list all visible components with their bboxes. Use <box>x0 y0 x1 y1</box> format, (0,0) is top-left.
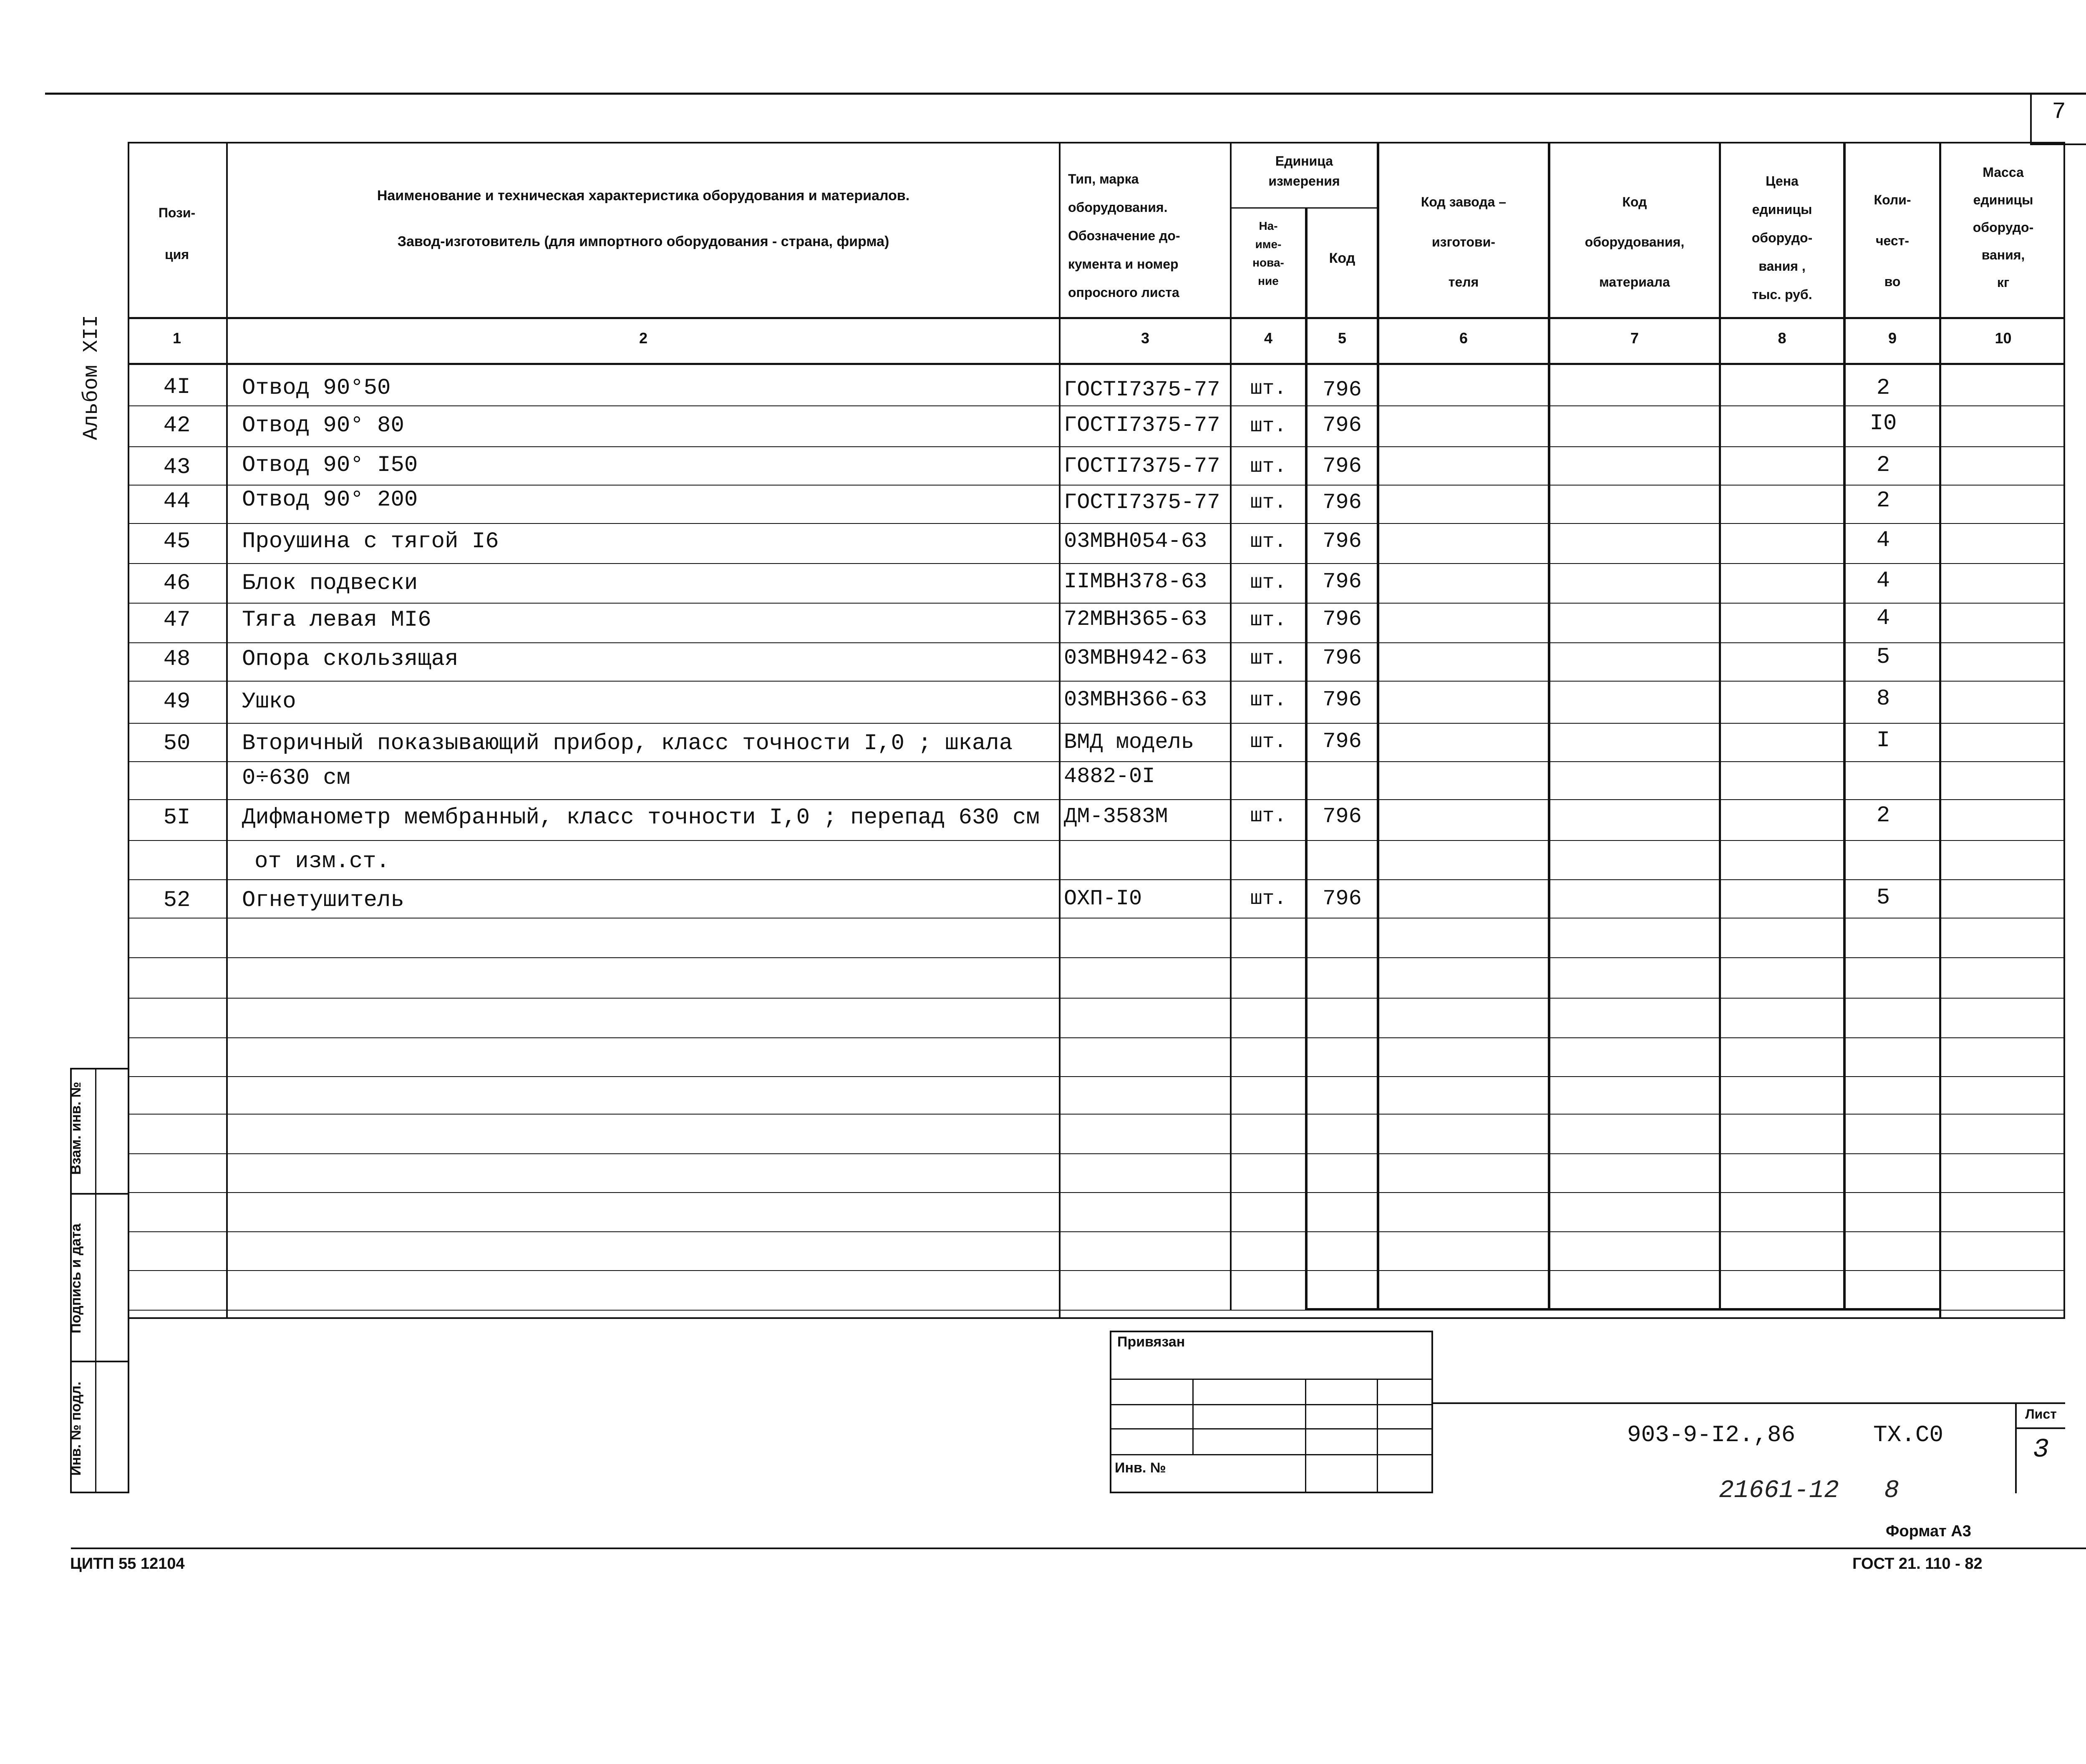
header-col7: Код оборудования, материала <box>1585 194 1685 289</box>
row-unit: шт. <box>1250 377 1287 400</box>
row-name: Отвод 90°50 <box>242 375 391 401</box>
row-name: 0÷630 см <box>242 765 350 791</box>
row-unit: шт. <box>1250 455 1287 478</box>
row-position: 4I <box>163 375 191 400</box>
header-col2-line2: Завод-изготовитель (для импортного оборудования - страна, фирма) <box>397 234 889 249</box>
row-type: ОХП-I0 <box>1064 886 1142 911</box>
row-position: 50 <box>163 731 191 756</box>
inv-no-label: Инв. № <box>1115 1460 1166 1476</box>
footer-left: ЦИТП 55 12104 <box>70 1555 185 1573</box>
row-unit: шт. <box>1250 647 1287 670</box>
row-code: 796 <box>1323 886 1362 911</box>
row-code: 796 <box>1323 729 1362 754</box>
format-label: Формат А3 <box>1886 1522 1971 1540</box>
row-type: ДМ-3583М <box>1064 804 1168 829</box>
row-qty: 5 <box>1876 885 1890 911</box>
colnum-bottom-line <box>128 363 2065 365</box>
row-line <box>128 840 2065 841</box>
row-line <box>128 1114 2065 1115</box>
colnum-6: 6 <box>1459 330 1468 347</box>
row-name: Тяга левая МI6 <box>242 607 431 633</box>
row-line <box>128 681 2065 682</box>
colnum-5: 5 <box>1338 330 1347 347</box>
row-line <box>128 1037 2065 1038</box>
row-line <box>128 485 2065 486</box>
colnum-10: 10 <box>1995 330 2012 347</box>
col-line-4 <box>1305 207 1308 1310</box>
row-type: ГОСТI7375-77 <box>1064 413 1220 438</box>
header-col4: На- име- нова- ние <box>1252 219 1284 287</box>
handwritten-number: 21661-12 8 <box>1719 1477 1900 1505</box>
header-col10: Масса единицы оборудо- вания, кг <box>1973 165 2034 290</box>
row-qty: 5 <box>1876 644 1890 670</box>
corner-number: 7 <box>2052 98 2066 125</box>
side-stamp-line-1 <box>70 1193 129 1195</box>
colnum-3: 3 <box>1141 330 1150 347</box>
row-name: Дифманометр мембранный, класс точности I,0 ; перепад 630 см <box>242 805 1040 830</box>
row-qty: 2 <box>1876 803 1890 828</box>
row-type: ГОСТI7375-77 <box>1064 490 1220 515</box>
row-unit: шт. <box>1250 415 1287 438</box>
row-unit: шт. <box>1250 731 1287 753</box>
sheet-box-line <box>2015 1427 2065 1429</box>
colnum-4: 4 <box>1264 330 1273 347</box>
privyazan-line-2 <box>1110 1404 1433 1405</box>
row-line <box>128 1231 2065 1232</box>
row-line <box>128 723 2065 724</box>
row-position: 52 <box>163 888 191 913</box>
row-code: 796 <box>1323 804 1362 829</box>
row-name: Отвод 90° I50 <box>242 453 418 478</box>
row-name: Блок подвески <box>242 571 418 596</box>
row-qty: 4 <box>1876 568 1890 594</box>
doc-code: 903-9-I2.,86 <box>1627 1422 1796 1448</box>
row-name: Ушко <box>242 689 296 715</box>
row-qty: 2 <box>1876 375 1890 401</box>
sheet-label: Лист <box>2025 1407 2057 1422</box>
row-code: 796 <box>1323 569 1362 594</box>
album-label: Альбом XII <box>80 315 103 440</box>
row-position: 5I <box>163 805 191 830</box>
row-line <box>128 1192 2065 1193</box>
row-line <box>128 998 2065 999</box>
header-col8: Цена единицы оборудо- вания , тыс. руб. <box>1751 174 1813 302</box>
header-col9: Коли- чест- во <box>1874 192 1911 289</box>
title-block-top <box>1433 1402 2065 1404</box>
row-position: 47 <box>163 607 191 633</box>
colnum-1: 1 <box>172 330 181 347</box>
colnum-2: 2 <box>639 330 648 347</box>
row-code: 796 <box>1323 529 1362 554</box>
row-type: IIМВН378-63 <box>1064 569 1207 594</box>
row-line <box>128 799 2065 800</box>
col-line-3 <box>1230 142 1232 1310</box>
row-qty: I0 <box>1869 411 1897 436</box>
col-line-9 <box>1939 142 1941 1319</box>
row-line <box>128 1076 2065 1077</box>
sheet-number: 3 <box>2033 1435 2049 1465</box>
row-unit: шт. <box>1250 531 1287 553</box>
row-code: 796 <box>1323 646 1362 670</box>
row-name: Отвод 90° 80 <box>242 413 404 438</box>
row-line <box>128 523 2065 524</box>
col-line-5 <box>1377 142 1379 1310</box>
doc-suffix: ТХ.С0 <box>1873 1422 1944 1448</box>
frame-bottom-line <box>71 1548 2086 1549</box>
header-col2-line1: Наименование и техническая характеристика оборудования и материалов. <box>377 188 910 204</box>
row-name: Проушина с тягой I6 <box>242 529 499 554</box>
header-col3: Тип, марка оборудования. Обозначение до- кумента и номер опросного листа <box>1068 171 1180 300</box>
row-line <box>128 957 2065 958</box>
col-line-7 <box>1719 142 1721 1310</box>
row-name: от изм.ст. <box>254 849 390 874</box>
side-label-podpis: Подпись и дата <box>68 1223 84 1334</box>
row-line <box>128 642 2065 643</box>
row-type: 03МВН942-63 <box>1064 646 1207 670</box>
row-position: 44 <box>163 489 191 514</box>
side-label-inv-podl: Инв. № подл. <box>68 1382 84 1476</box>
footer-right: ГОСТ 21. 110 - 82 <box>1852 1555 1983 1573</box>
row-code: 796 <box>1323 490 1362 515</box>
side-label-vzam: Взам. инв. № <box>68 1082 84 1175</box>
row-unit: шт. <box>1250 571 1287 594</box>
row-type: 03МВН366-63 <box>1064 687 1207 712</box>
row-position: 46 <box>163 571 191 596</box>
row-position: 43 <box>163 455 191 480</box>
row-line <box>128 446 2065 447</box>
privyazan-vline-1 <box>1192 1379 1194 1454</box>
col-line-6 <box>1548 142 1550 1310</box>
row-line <box>128 405 2065 406</box>
row-unit: шт. <box>1250 805 1287 828</box>
col-line-2 <box>1059 142 1061 1319</box>
row-line <box>128 761 2065 762</box>
row-code: 796 <box>1323 687 1362 712</box>
row-name: Отвод 90° 200 <box>242 487 418 513</box>
row-unit: шт. <box>1250 609 1287 632</box>
row-qty: 2 <box>1876 453 1890 478</box>
privyazan-label: Привязан <box>1117 1334 1185 1350</box>
privyazan-line-4 <box>1110 1454 1433 1455</box>
row-line <box>128 879 2065 880</box>
row-qty: 2 <box>1876 488 1890 513</box>
colnum-8: 8 <box>1778 330 1786 347</box>
row-unit: шт. <box>1250 491 1287 514</box>
row-name: Огнетушитель <box>242 888 404 913</box>
row-position: 49 <box>163 689 191 715</box>
row-type: ВМД модель <box>1064 730 1194 755</box>
row-position: 45 <box>163 529 191 554</box>
unit-group-line <box>1230 207 1378 209</box>
row-type: 72МВН365-63 <box>1064 607 1207 632</box>
row-position: 42 <box>163 413 191 438</box>
row-code: 796 <box>1323 607 1362 632</box>
row-code: 796 <box>1323 413 1362 438</box>
header-col5: Код <box>1329 250 1355 266</box>
header-col45: Единица измерения <box>1268 154 1340 189</box>
header-bottom-line <box>128 317 2065 319</box>
row-qty: 4 <box>1876 606 1890 631</box>
header-col1: Пози- ция <box>158 205 196 262</box>
privyazan-vline-2 <box>1305 1379 1306 1493</box>
row-qty: 4 <box>1876 528 1890 553</box>
row-line <box>128 563 2065 564</box>
row-code: 796 <box>1323 377 1362 402</box>
colnum-7: 7 <box>1630 330 1639 347</box>
side-stamp-divider <box>95 1068 96 1493</box>
row-type: 4882-0I <box>1064 764 1155 789</box>
row-code: 796 <box>1323 454 1362 478</box>
row-line <box>128 603 2065 604</box>
row-type: ГОСТI7375-77 <box>1064 454 1220 478</box>
col-line-8 <box>1843 142 1846 1310</box>
privyazan-line-1 <box>1110 1379 1433 1380</box>
row-line <box>128 1310 2065 1311</box>
row-type: 03МВН054-63 <box>1064 529 1207 554</box>
colnum-9: 9 <box>1888 330 1897 347</box>
privyazan-line-3 <box>1110 1428 1433 1429</box>
row-unit: шт. <box>1250 888 1287 910</box>
row-qty: I <box>1876 728 1890 753</box>
row-type: ГОСТI7375-77 <box>1064 377 1220 402</box>
col-line-1 <box>226 142 228 1319</box>
row-unit: шт. <box>1250 689 1287 712</box>
row-name: Опора скользящая <box>242 647 459 672</box>
row-qty: 8 <box>1876 686 1890 712</box>
privyazan-vline-3 <box>1377 1379 1378 1493</box>
row-name: Вторичный показывающий прибор, класс точности I,0 ; шкала <box>242 731 1013 756</box>
row-position: 48 <box>163 647 191 672</box>
row-line <box>128 1153 2065 1154</box>
row-line <box>128 1270 2065 1271</box>
header-col6: Код завода – изготови- теля <box>1421 194 1507 289</box>
frame-top-line <box>45 93 2086 95</box>
